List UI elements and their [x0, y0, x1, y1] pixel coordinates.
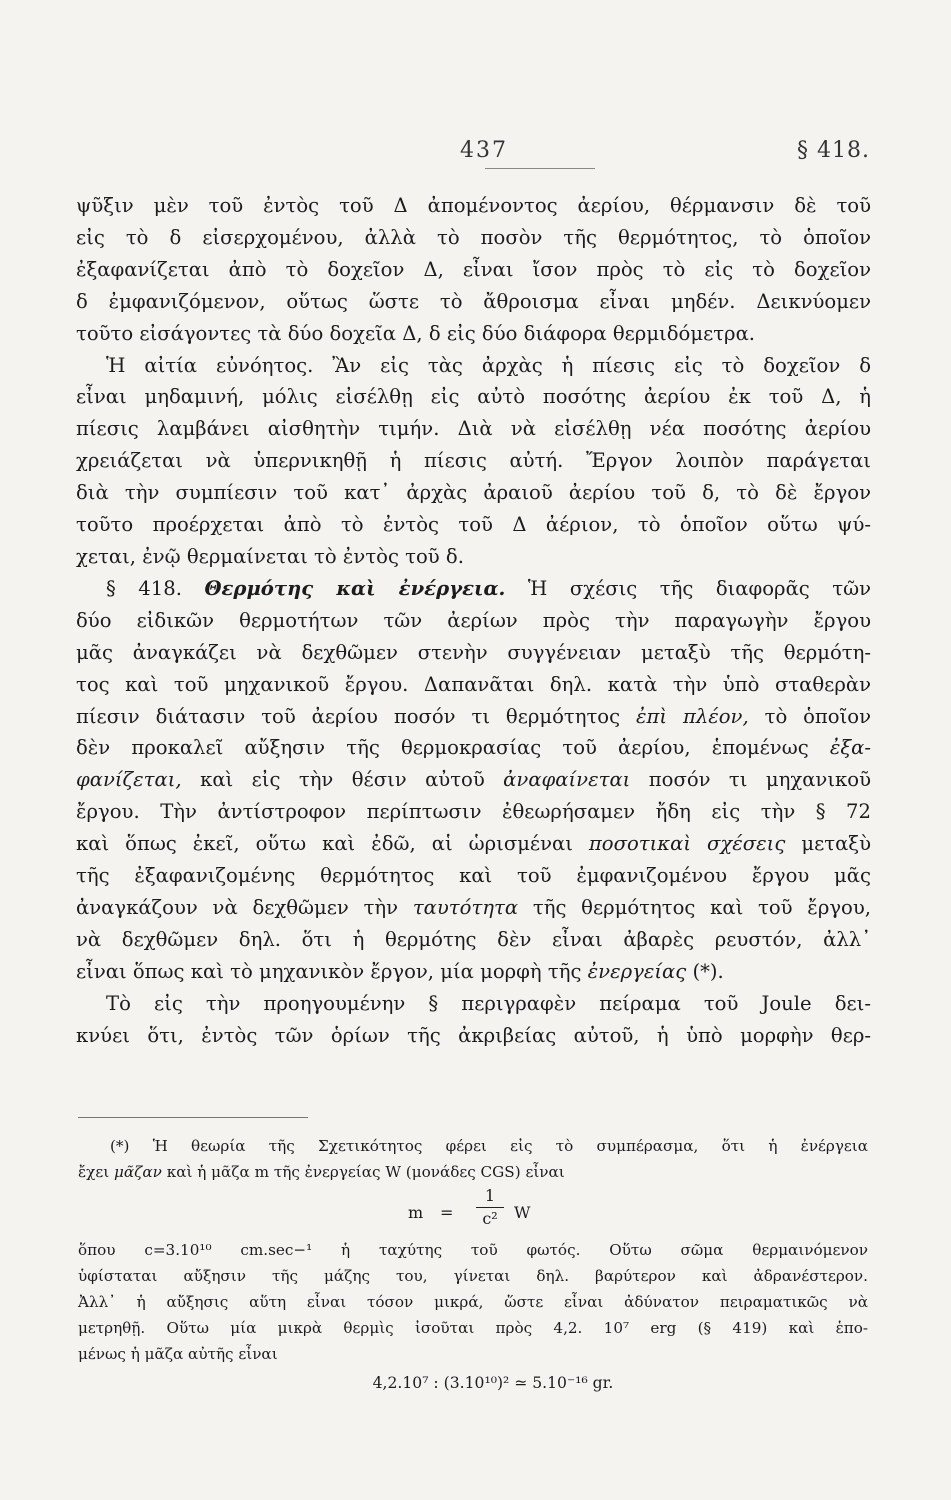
main-text: [76, 190, 871, 1051]
footnote-line: Ἀλλ᾽ ἡ αὔξησις αὕτη εἶναι τόσον μικρά, ὥστε εἶναι ἀδύνατον πειραματικῶς νὰ: [78, 1293, 868, 1311]
mass-energy-formula: [78, 1185, 868, 1237]
text-span: τὸ ὁποῖον: [764, 704, 871, 728]
text-line: [76, 892, 871, 924]
text-span: (*).: [692, 959, 724, 983]
text-span: καὶ εἰς τὴν θέσιν αὐτοῦ: [200, 768, 485, 792]
text-span: εἶναι ὅπως καὶ τὸ μηχανικὸν ἔργον, μία μορφὴ τῆς: [76, 959, 582, 983]
text-line: κνύει ὅτι, ἐντὸς τῶν ὁρίων τῆς ἀκριβείας αὐτοῦ, ἡ ὑπὸ μορφὴν θερ-: [76, 1023, 871, 1047]
text-line: τος καὶ τοῦ μηχανικοῦ ἔργου. Δαπανᾶται δηλ. κατὰ τὴν ὑπὸ σταθερὰν: [76, 672, 871, 696]
text-span: καὶ ὅπως ἐκεῖ, οὕτω καὶ ἐδῶ, αἱ ὡρισμέναι: [76, 832, 573, 856]
text-span: καὶ ἡ μᾶζα m τῆς ἐνεργείας W (μονάδες CGS) εἶναι: [166, 1163, 565, 1181]
page-header: [80, 138, 870, 172]
text-span: τῆς θερμότητος καὶ τοῦ ἔργου,: [532, 895, 871, 919]
text-span: ἔχει: [78, 1163, 110, 1181]
footnote-line: (*) Ἡ θεωρία τῆς Σχετικότητος φέρει εἰς τὸ συμπέρασμα, ὅτι ἡ ἐνέργεια: [110, 1137, 868, 1155]
italic-span: ἐξα-: [829, 736, 871, 760]
text-span: δὲν προκαλεῖ αὔξησιν τῆς θερμοκρασίας τοῦ ἀερίου, ἑπομένως: [76, 736, 809, 760]
text-line: τοῦτο εἰσάγοντες τὰ δύο δοχεῖα Δ, δ εἰς δύο διάφορα θερμιδόμετρα.: [76, 321, 756, 345]
formula-fraction: [476, 1185, 504, 1230]
footnote-rule: [78, 1117, 308, 1118]
italic-span: μᾶζαν: [114, 1163, 162, 1181]
text-line: Ἡ αἰτία εὐνόητος. Ἂν εἰς τὰς ἀρχὰς ἡ πίεσις εἰς τὸ δοχεῖον δ: [106, 353, 871, 377]
text-line: [76, 764, 871, 796]
page-number: 437: [460, 138, 508, 163]
footnote-line: ὑφίσταται αὔξησιν τῆς μάζης του, γίνεται δηλ. βαρύτερον καὶ ἀδρανέστερον.: [78, 1267, 868, 1285]
text-line: δ ἐμφανιζόμενον, οὕτως ὥστε τὸ ἄθροισμα εἶναι μηδέν. Δεικνύομεν: [76, 289, 871, 313]
footnote-line: ὅπου c=3.10¹⁰ cm.sec−¹ ἡ ταχύτης τοῦ φωτός. Οὕτω σῶμα θερμαινόμενον: [78, 1241, 868, 1259]
header-section-ref: § 418.: [797, 138, 870, 163]
text-line: εἰς τὸ δ εἰσερχομένου, ἀλλὰ τὸ ποσὸν τῆς θερμότητος, τὸ ὁποῖον: [76, 225, 871, 249]
footnote: [78, 1133, 868, 1397]
italic-span: ἐνεργείας: [587, 959, 687, 983]
text-line: χρειάζεται νὰ ὑπερνικηθῇ ἡ πίεσις αὐτή. Ἔργον λοιπὸν παράγεται: [76, 449, 871, 473]
footnote-line: μετρηθῇ. Οὕτω μία μικρὰ θερμὶς ἰσοῦται πρὸς 4,2. 10⁷ erg (§ 419) καὶ ἑπο-: [78, 1319, 868, 1337]
header-rule: [485, 168, 595, 169]
italic-span: ταυτότητα: [412, 895, 519, 919]
text-line: Τὸ εἰς τὴν προηγουμένην § περιγραφὲν πείραμα τοῦ Joule δει-: [106, 991, 871, 1015]
text-line: [76, 732, 871, 764]
text-span: μεταξὺ: [801, 832, 872, 856]
text-line: χεται, ἐνῷ θερμαίνεται τὸ ἐντὸς τοῦ δ.: [76, 544, 464, 568]
text-line: ἔργου. Τὴν ἀντίστροφον περίπτωσιν ἐθεωρήσαμεν ἤδη εἰς τὴν § 72: [76, 800, 871, 824]
text-span: πίεσιν διάτασιν τοῦ ἀερίου ποσόν τι θερμότητος: [76, 704, 621, 728]
text-line: εἶναι μηδαμινή, μόλις εἰσέλθῃ εἰς αὐτὸ ποσότης ἀερίου ἐκ τοῦ Δ, ἡ: [76, 385, 871, 409]
text-line: νὰ δεχθῶμεν δηλ. ὅτι ἡ θερμότης δὲν εἶναι ἀβαρὲς ρευστόν, ἀλλ᾽: [76, 927, 871, 951]
footnote-line: [78, 1159, 868, 1185]
italic-span: ἐπὶ πλέον,: [635, 704, 749, 728]
formula-lhs: m: [408, 1203, 424, 1222]
section-number: § 418.: [106, 576, 182, 600]
formula-rhs: W: [514, 1203, 531, 1222]
text-span: Ἡ σχέσις τῆς διαφορᾶς τῶν: [527, 576, 872, 600]
text-line: πίεσις λαμβάνει αἰσθητὴν τιμήν. Διὰ νὰ εἰσέλθῃ νέα ποσότης ἀερίου: [76, 417, 871, 441]
text-line: διὰ τὴν συμπίεσιν τοῦ κατ᾽ ἀρχὰς ἀραιοῦ ἀερίου τοῦ δ, τὸ δὲ ἔργον: [76, 481, 871, 505]
formula-numerator: 1: [476, 1185, 504, 1208]
text-line: τοῦτο προέρχεται ἀπὸ τὸ ἐντὸς τοῦ Δ ἀέριον, τὸ ὁποῖον οὕτω ψύ-: [76, 513, 871, 537]
footnote-line: μένως ἡ μᾶζα αὐτῆς εἶναι: [78, 1345, 278, 1363]
final-equation: 4,2.10⁷ : (3.10¹⁰)² ≃ 5.10⁻¹⁶ gr.: [372, 1374, 614, 1392]
text-line: δύο εἰδικῶν θερμοτήτων τῶν ἀερίων πρὸς τὴν παραγωγὴν ἔργου: [76, 608, 871, 632]
text-line: [76, 828, 871, 860]
text-line: [76, 956, 871, 988]
text-span: ἀναγκάζουν νὰ δεχθῶμεν τὴν: [76, 895, 399, 919]
text-line: [76, 701, 871, 733]
formula-equals: =: [440, 1203, 454, 1222]
section-title: Θερμότης καὶ ἐνέργεια.: [204, 576, 506, 600]
italic-span: φανίζεται,: [76, 768, 182, 792]
text-line: μᾶς ἀναγκάζει νὰ δεχθῶμεν στενὴν συγγένειαν μεταξὺ τῆς θερμότη-: [76, 640, 871, 664]
text-span: ποσόν τι μηχανικοῦ: [648, 768, 871, 792]
text-line: ψῦξιν μὲν τοῦ ἐντὸς τοῦ Δ ἀπομένοντος ἀερίου, θέρμανσιν δὲ τοῦ: [76, 194, 871, 217]
italic-span: ποσοτικαὶ σχέσεις: [588, 832, 786, 856]
text-line: ἐξαφανίζεται ἀπὸ τὸ δοχεῖον Δ, εἶναι ἴσον πρὸς τὸ εἰς τὸ δοχεῖον: [76, 257, 871, 281]
text-line: τῆς ἐξαφανιζομένης θερμότητος καὶ τοῦ ἐμφανιζομένου ἔργου μᾶς: [76, 864, 871, 888]
formula-denominator: c²: [482, 1209, 498, 1228]
italic-span: ἀναφαίνεται: [503, 768, 631, 792]
section-heading-line: [76, 573, 871, 605]
